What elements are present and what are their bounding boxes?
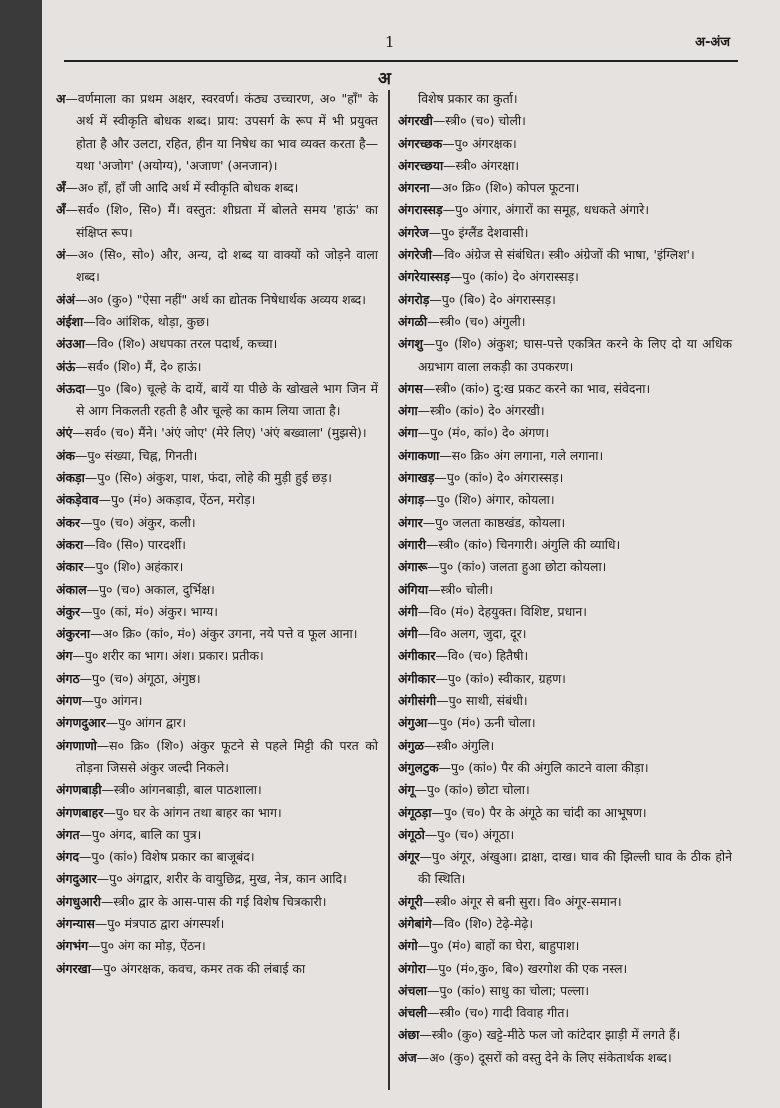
entry-headword: अंकड़ा <box>56 470 85 486</box>
dictionary-entry <box>398 289 732 311</box>
dictionary-entry <box>398 244 732 266</box>
entry-definition: —पु० शरीर का भाग। अंश। प्रकार। प्रतीक। <box>72 648 264 664</box>
entry-definition: —पु० (शि०) अहंकार। <box>83 559 184 575</box>
dictionary-entry <box>56 690 378 712</box>
entry-definition: —वि० (शि०) टेढ़े-मेढ़े। <box>431 915 534 931</box>
dictionary-entry <box>56 422 378 444</box>
entry-headword: अंगुळ <box>398 737 424 753</box>
entry-definition: —अ० हाँ, हाँ जी आदि अर्थ में स्वीकृति बोधक शब्द। <box>65 180 299 196</box>
dictionary-entry <box>56 824 378 846</box>
entry-headword: अंगारी <box>398 536 426 552</box>
entry-headword: अंगरोड़ <box>398 291 430 307</box>
entry-headword: अंगरेयास्सड़ <box>398 269 450 285</box>
entry-definition: —पु० (च०) अंकुर, कली। <box>80 514 196 530</box>
dictionary-entry <box>398 1047 732 1069</box>
entry-definition: —पु० साथी, संबंधी। <box>436 693 528 709</box>
entry-definition: —स्त्री० (कां०) दे० अंगरखी। <box>417 403 545 419</box>
entry-definition: —अ० क्रि० (कां०, मं०) अंकुर उगना, नये पत्ते व फूल आना। <box>90 626 358 642</box>
entry-headword: अंकर <box>56 514 81 530</box>
dictionary-entry <box>56 289 378 311</box>
entry-definition: —वि० (शि०) अधपका तरल पदार्थ, कच्चा। <box>84 336 278 352</box>
entry-definition: —सर्व० (च०) मैंने। 'अंएं जोए' (मेरे लिए) 'अंएं बख्वाला' (मुझसे)। <box>72 425 367 441</box>
entry-definition: —पु० (सि०) अंकुश, पाश, फंदा, लोहे की मुड़ी हुई छड़। <box>84 470 332 486</box>
dictionary-entry <box>398 712 732 734</box>
entry-definition: —पु० अंगार, अंगारों का समूह, धधकते अंगारे। <box>442 202 650 218</box>
entry-definition: —पु० अंगूर, अंखुआ। द्राक्षा, दाख। घाव की झिल्ली घाव के ठीक होने की स्थिति। <box>418 849 732 887</box>
dictionary-entry <box>398 556 732 578</box>
entry-definition: —पु० अंग का मोड़, ऐंठन। <box>88 938 206 954</box>
entry-headword: अंगीकार <box>398 648 436 664</box>
entry-definition: —पु० मंत्रपाठ द्वारा अंगस्पर्श। <box>94 915 225 931</box>
dictionary-entry <box>398 579 732 601</box>
entry-headword: अंकार <box>56 559 84 575</box>
dictionary-entry <box>56 356 378 378</box>
dictionary-entry <box>56 579 378 601</box>
entry-definition: —अ० (कु०) दूसरों को वस्तु देने के लिए संकेतार्थक शब्द। <box>416 1049 672 1065</box>
dictionary-entry <box>398 935 732 957</box>
dictionary-entry <box>398 980 732 1002</box>
entry-headword: अंगारू <box>398 559 428 575</box>
dictionary-page <box>42 0 780 1108</box>
dictionary-entry <box>56 512 378 534</box>
entry-headword: अंउआ <box>56 336 85 352</box>
entry-definition: —पु० (कां०) स्वीकार, ग्रहण। <box>435 670 566 686</box>
dictionary-entry <box>398 512 732 534</box>
dictionary-entry <box>398 489 732 511</box>
entry-headword: अंछा <box>398 1027 420 1043</box>
dictionary-entry <box>56 913 378 935</box>
entry-headword: अंगूठड़ा <box>398 804 432 820</box>
entry-definition: —पु० इंग्लैंड देशवासी। <box>428 224 529 240</box>
column-divider <box>388 90 390 1090</box>
entry-headword: अंगाड़ <box>398 492 425 508</box>
entry-headword: अंगेबांगे <box>398 915 432 931</box>
entry-headword: अंगदुआर <box>56 871 97 887</box>
dictionary-entry <box>56 779 378 801</box>
entry-definition: —पु० (बि०) दे० अंगरास्सड़। <box>429 291 556 307</box>
entry-headword: अंगरच्छया <box>398 157 444 173</box>
entry-headword: अंगाकणा <box>398 447 440 463</box>
entry-headword: अंगरखा <box>56 960 91 976</box>
entry-definition: —पु० संख्या, चिह्न, गिनती। <box>74 447 198 463</box>
dictionary-entry <box>56 333 378 355</box>
entry-headword: अंचला <box>398 982 427 998</box>
entry-headword: अंगूरी <box>398 893 423 909</box>
dictionary-entry <box>56 891 378 913</box>
entry-definition: —वर्णमाला का प्रथम अक्षर, स्वरवर्ण। कंठ्य उच्चारण, अ० "हाँ" के अर्थ में स्वीकृति बोधक शब्द। प्राय: उपसर्ग के रूप में भी प्रयुक्त होता है और उलटा, रहित, हीन या निषेध का भाव व्यक्त करता है—यथा 'अजोग' (अयोग्य), 'अजाण' (अनजान)। <box>65 91 378 173</box>
entry-definition: —पु० (च०) अंगूठा। <box>424 826 515 842</box>
entry-headword: अंगळी <box>398 313 428 329</box>
entry-definition: —पु० जलता काष्ठखंड, कोयला। <box>422 514 566 530</box>
entry-continuation: विशेष प्रकार का कुर्ता। <box>418 91 518 106</box>
dictionary-entry <box>398 757 732 779</box>
dictionary-entry <box>398 913 732 935</box>
entry-headword: अंक <box>56 447 75 463</box>
entry-headword: अंगशु <box>398 336 423 352</box>
entry-definition: —पु० (मं०,कु०, बि०) खरगोश की एक नस्ल। <box>425 960 628 976</box>
dictionary-entry <box>398 110 732 132</box>
dictionary-entry <box>56 378 378 423</box>
dictionary-entry <box>398 779 732 801</box>
dictionary-entry <box>56 534 378 556</box>
entry-definition: —स० क्रि० अंग लगाना, गले लगाना। <box>439 447 604 463</box>
entry-headword: अंचली <box>398 1005 427 1021</box>
entry-definition: —स्त्री० द्वार के आस-पास की गई विशेष चित्रकारी। <box>101 893 327 909</box>
entry-headword: अंगणदुआर <box>56 715 106 731</box>
left-column <box>56 88 378 980</box>
entry-definition: —पु० आंगन द्वार। <box>105 715 187 731</box>
dictionary-entry <box>398 400 732 422</box>
dictionary-entry <box>56 467 378 489</box>
dictionary-entry <box>398 958 732 980</box>
entry-definition: —वि० (सि०) पारदर्शी। <box>83 536 186 552</box>
entry-headword: अंगरास्सड़ <box>398 202 443 218</box>
dictionary-entry <box>398 891 732 913</box>
entry-headword: अंगिया <box>398 581 429 597</box>
dictionary-entry <box>398 422 732 444</box>
entry-definition: —वि० (मं०) देहयुक्त। विशिष्ट, प्रधान। <box>417 603 587 619</box>
entry-definition: —स्त्री० आंगनबाड़ी, बाल पाठशाला। <box>101 782 262 798</box>
entry-headword: अंगणाणो <box>56 737 97 753</box>
entry-headword: अंकाल <box>56 581 87 597</box>
entry-definition: —पु० (कां०) जलता हुआ छोटा कोयला। <box>427 559 607 575</box>
entry-definition: —स्त्री० (कां०) दु:ख प्रकट करने का भाव, संवेदना। <box>422 380 651 396</box>
entry-definition: —पु० (शि०) अंकुश; घास-पत्ते एकत्रित करने के लिए दो या अधिक अग्रभाग वाला लकड़ी का उपकरण। <box>418 336 732 374</box>
entry-headword: अंगुलटुक <box>398 759 439 775</box>
entry-headword: अंगुआ <box>398 715 428 731</box>
entry-definition: —पु० (मं०) बाहों का घेरा, बाहुपाश। <box>417 938 580 954</box>
entry-headword: अं <box>56 247 66 263</box>
entry-definition: —पु० (बि०) चूल्हे के दायें, बायें या पीछे के खोखले भाग जिन में से आग निकलती रहती है और चूल्हे का काम लिया जाता है। <box>76 380 378 419</box>
entry-definition: —पु० (च०) पैर के अंगूठे का चांदी का आभूषण। <box>431 804 647 820</box>
entry-definition: —पु० (कां०) विशेष प्रकार का बाजूबंद। <box>79 849 255 865</box>
entry-headword: अ <box>56 91 66 106</box>
entry-headword: अंज <box>398 1049 417 1065</box>
entry-definition: —पु० अंगरक्षक। <box>442 135 517 151</box>
dictionary-entry <box>56 645 378 667</box>
page-number: 1 <box>385 33 395 51</box>
entry-headword: अंगत <box>56 826 80 842</box>
entry-definition: —अ० क्रि० (शि०) कोपल फूटना। <box>429 180 580 196</box>
entry-headword: अंअं <box>56 291 75 307</box>
dictionary-entry <box>56 958 378 980</box>
dictionary-entry <box>398 222 732 244</box>
entry-headword: अंगू <box>398 782 415 798</box>
dictionary-entry <box>56 846 378 868</box>
entry-definition: —स्त्री० (कु०) खट्टे-मीठे फल जो कांटेदार झाड़ी में लगते हैं। <box>419 1027 681 1043</box>
dictionary-entry <box>56 88 378 177</box>
entry-headword: अंगूठो <box>398 826 425 842</box>
entry-headword: अंऊं <box>56 358 76 374</box>
dictionary-entry <box>56 623 378 645</box>
entry-definition: —स्त्री० अंगुलि। <box>423 737 495 753</box>
entry-headword: अंगरेजी <box>398 247 432 263</box>
entry-headword: अंगणबाहर <box>56 804 104 820</box>
dictionary-entry <box>56 311 378 333</box>
entry-headword: अंगणबाड़ी <box>56 782 102 798</box>
running-head: अ-अंज <box>695 35 730 50</box>
dictionary-entry <box>398 735 732 757</box>
entry-definition: —अ० (कु०) "ऐसा नहीं" अर्थ का द्योतक निषेधार्थक अव्यय शब्द। <box>74 291 366 307</box>
entry-headword: अंगठ <box>56 670 80 686</box>
dictionary-entry <box>398 177 732 199</box>
dictionary-entry <box>56 556 378 578</box>
entry-definition: —सर्व० (शि०) मैं, दे० हाऊं। <box>75 358 202 374</box>
dictionary-entry <box>398 623 732 645</box>
entry-definition: —पु० (शि०) अंगार, कोयला। <box>424 492 555 508</box>
entry-definition: —पु० (मं०, कां०) दे० अंगण। <box>417 425 550 441</box>
dictionary-entry <box>398 690 732 712</box>
dictionary-entry <box>56 668 378 690</box>
entry-headword: अंगरेज <box>398 224 429 240</box>
entry-headword: अंगरखी <box>398 113 433 129</box>
entry-headword: अंगीसंगी <box>398 693 437 709</box>
entry-definition: —अ० (सि०, सो०) और, अन्य, दो शब्द या वाक्यों को जोड़ने वाला शब्द। <box>65 247 378 285</box>
entry-headword: अंईशा <box>56 313 84 329</box>
entry-headword: अंगा <box>398 403 418 419</box>
dictionary-entry <box>56 199 378 244</box>
dictionary-entry <box>398 155 732 177</box>
entry-definition: —सर्व० (शि०, सि०) मैं। वस्तुत: शीघ्रता में बोलते समय 'हाऊं' का संक्षिप्त रूप। <box>65 202 378 240</box>
entry-headword: अंऊदा <box>56 380 85 396</box>
entry-headword: अंगीकार <box>398 670 436 686</box>
entry-definition: —पु० अंगद, बालि का पुत्र। <box>79 826 202 842</box>
dictionary-entry <box>398 445 732 467</box>
entry-definition: —स्त्री० (च०) गादी विवाह गीत। <box>426 1005 570 1021</box>
dictionary-entry <box>398 333 732 378</box>
entry-definition: —पु० अंगद्वार, शरीर के वायुछिद्र, मुख, नेत्र, कान आदि। <box>96 871 347 887</box>
entry-definition: —पु० (कां०) दे० अंगरास्सड़। <box>434 470 564 486</box>
entry-headword: अंगरच्छक <box>398 135 443 151</box>
entry-definition: —पु० (कां०) छोटा चोला। <box>414 782 530 798</box>
dictionary-entry <box>398 645 732 667</box>
dictionary-entry <box>398 266 732 288</box>
section-letter: अ <box>378 69 391 89</box>
entry-headword: अँ <box>56 202 66 218</box>
entry-definition: —वि० अलग, जुदा, दूर। <box>417 626 527 642</box>
entry-headword: अंगोरा <box>398 960 426 976</box>
dictionary-entry <box>56 445 378 467</box>
entry-definition: —स्त्री० अंगूर से बनी सुरा। वि० अंगूर-समान। <box>422 893 622 909</box>
entry-headword: अंगी <box>398 626 418 642</box>
entry-headword: अंकुर <box>56 603 81 619</box>
dictionary-entry <box>398 199 732 221</box>
entry-headword: अंकरा <box>56 536 84 552</box>
entry-headword: अंगन्यास <box>56 915 95 931</box>
dictionary-entry <box>398 1002 732 1024</box>
entry-definition: —वि० आंशिक, थोड़ा, कुछ। <box>83 313 210 329</box>
entry-definition: —वि० अंग्रेज से संबंधित। स्त्री० अंग्रेजों की भाषा, 'इंग्लिश'। <box>431 247 695 263</box>
dictionary-entry <box>56 802 378 824</box>
entry-definition: —पु० (कां०) दे० अंगरास्सड़। <box>449 269 579 285</box>
entry-headword: अंगो <box>398 938 418 954</box>
entry-definition: —स्त्री० (च०) अंगुली। <box>427 313 526 329</box>
dictionary-entry <box>398 311 732 333</box>
entry-definition: —पु० (कां०) पैर की अंगुलि काटने वाला कीड़ा। <box>438 759 649 775</box>
entry-headword: अँ <box>56 180 66 196</box>
dictionary-entry <box>56 735 378 780</box>
dictionary-entry <box>398 534 732 556</box>
dictionary-entry <box>56 712 378 734</box>
entry-headword: अंकुरना <box>56 626 91 642</box>
entry-definition: —पु० (कां०) साधु का चोला; पल्ला। <box>426 982 590 998</box>
dictionary-entry <box>398 378 732 400</box>
dictionary-entry <box>56 868 378 890</box>
entry-headword: अंगी <box>398 603 418 619</box>
entry-definition: —पु० (मं०) अकड़ाव, ऐंठन, मरोड़। <box>98 492 256 508</box>
entry-definition: —स० क्रि० (शि०) अंकुर फूटने से पहले मिट्टी की परत को तोड़ना जिससे अंकुर जल्दी निकले। <box>76 737 378 775</box>
dictionary-entry <box>398 601 732 623</box>
entry-headword: अंगस <box>398 380 423 396</box>
dictionary-entry <box>56 177 378 199</box>
dictionary-entry <box>56 489 378 511</box>
entry-headword: अंगूर <box>398 849 420 865</box>
entry-definition: —स्त्री० अंगरक्षा। <box>443 157 520 173</box>
dictionary-entry <box>398 668 732 690</box>
dictionary-entry <box>398 824 732 846</box>
entry-headword: अंगा <box>398 425 418 441</box>
entry-definition: —पु० (मं०) ऊनी चोला। <box>427 715 536 731</box>
entry-headword: अंगद <box>56 849 80 865</box>
entry-headword: अंगधुआरी <box>56 893 102 909</box>
dictionary-entry <box>56 244 378 289</box>
entry-definition: —पु० (कां, मं०) अंकुर। भाग्य। <box>80 603 218 619</box>
dictionary-entry <box>398 133 732 155</box>
entry-definition: —वि० (च०) हितैषी। <box>435 648 529 664</box>
dictionary-entry <box>398 467 732 489</box>
entry-headword: अंगभंग <box>56 938 89 954</box>
entry-headword: अंकड़ेवाव <box>56 492 99 508</box>
entry-definition: —स्त्री० (च०) चोली। <box>432 113 526 129</box>
dictionary-entry <box>56 935 378 957</box>
entry-headword: अंगण <box>56 693 82 709</box>
dictionary-entry <box>398 802 732 824</box>
header-rule <box>64 60 738 62</box>
dictionary-entry <box>398 1024 732 1046</box>
entry-definition: —पु० (च०) अंगूठा, अंगुष्ठ। <box>79 670 201 686</box>
entry-definition: —पु० (च०) अकाल, दुर्भिक्ष। <box>86 581 215 597</box>
entry-definition: —पु० आंगन। <box>81 693 143 709</box>
right-column <box>398 88 732 1069</box>
entry-definition: —स्त्री० चोली। <box>428 581 494 597</box>
entry-headword: अंगाखड़ <box>398 470 435 486</box>
entry-headword: अंगरना <box>398 180 430 196</box>
entry-definition: —स्त्री० (कां०) चिनगारी। अंगुलि की व्याधि। <box>425 536 621 552</box>
dictionary-entry <box>56 601 378 623</box>
dictionary-entry <box>398 846 732 891</box>
entry-definition: —पु० अंगरक्षक, कवच, कमर तक की लंबाई का <box>90 960 306 976</box>
entry-headword: अंगार <box>398 514 423 530</box>
entry-headword: अंग <box>56 648 73 664</box>
entry-headword: अंएं <box>56 425 73 441</box>
entry-definition: —पु० घर के आंगन तथा बाहर का भाग। <box>103 804 282 820</box>
